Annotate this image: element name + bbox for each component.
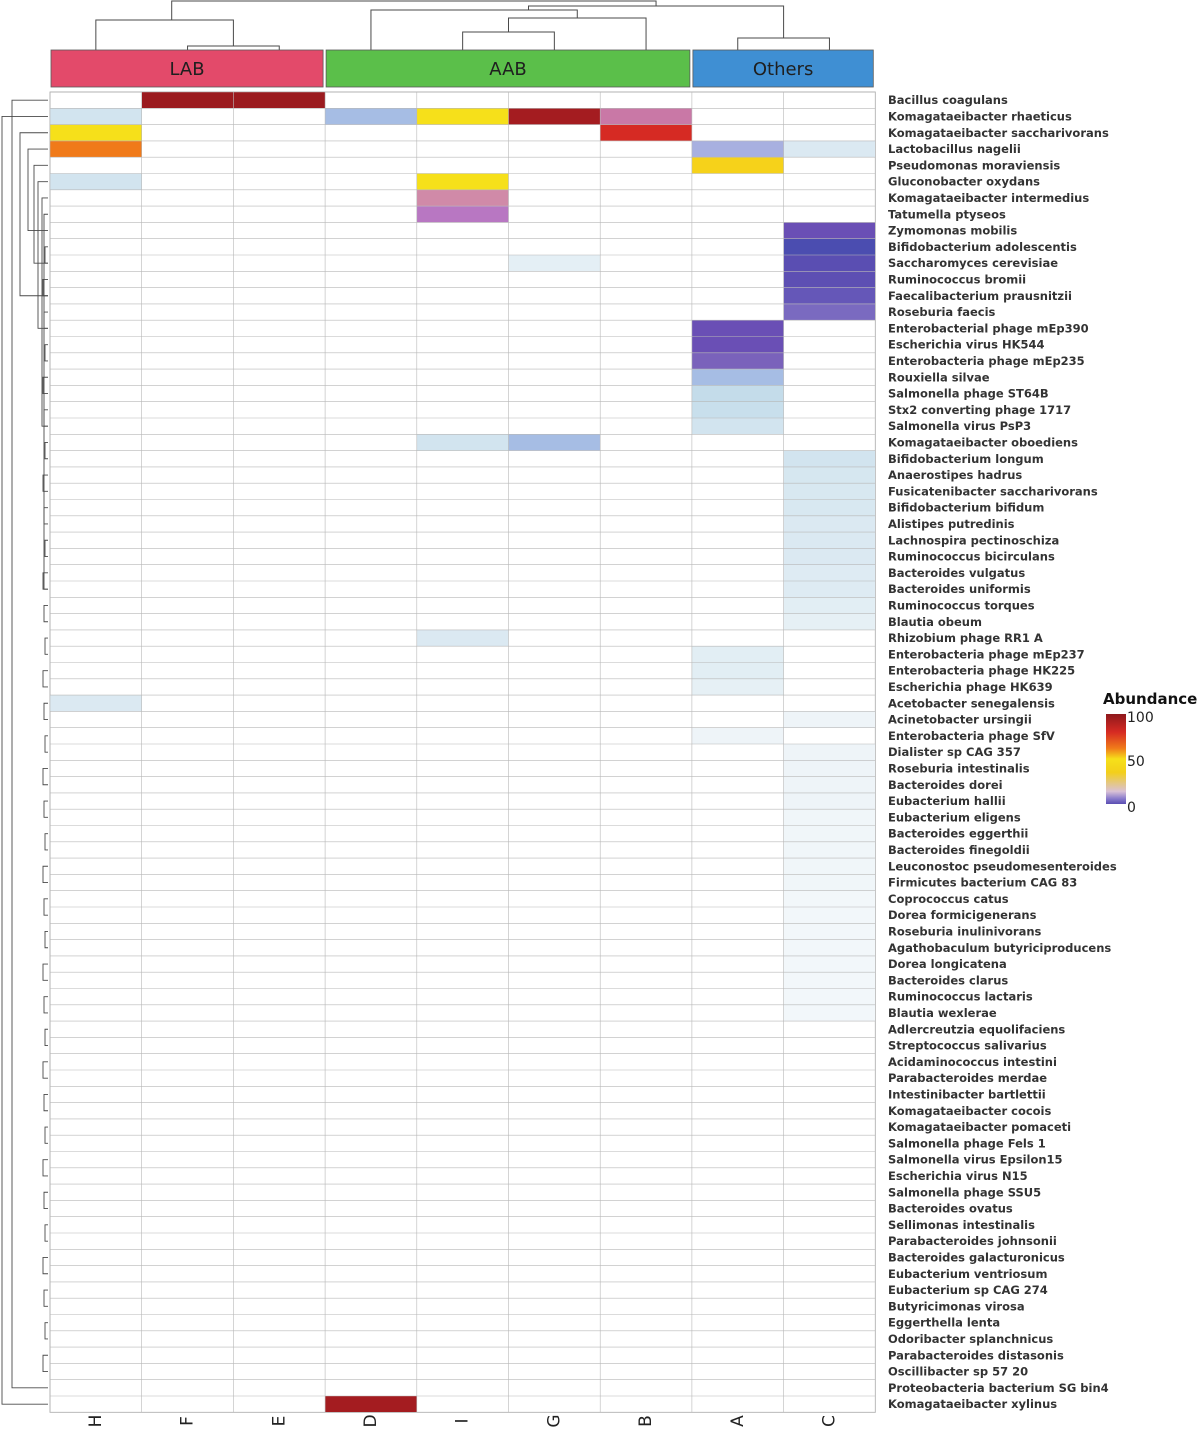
row-dendrogram-branch: [44, 214, 48, 589]
cell-komagataeibacter-rhaeticus-d: [325, 108, 417, 124]
cell-ruminococcus-lactaris-c: [784, 989, 876, 1005]
cell-blautia-wexlerae-c: [784, 1005, 876, 1021]
cell-ruminococcus-bicirculans-c: [784, 548, 876, 564]
row-label-butyricimonas-virosa: Butyricimonas virosa: [888, 1299, 1025, 1314]
cell-komagataeibacter-xylinus-d: [325, 1396, 417, 1412]
row-label-bacteroides-dorei: Bacteroides dorei: [888, 777, 1003, 792]
row-labels: [888, 93, 1117, 1411]
cell-enterobacteria-phage-sfv-a: [692, 728, 784, 744]
cell-bifidobacterium-bifidum-c: [784, 500, 876, 516]
cell-bacillus-coagulans-f: [142, 92, 234, 108]
row-label-escherichia-phage-hk639: Escherichia phage HK639: [888, 679, 1053, 694]
row-dendrogram-branch: [44, 801, 48, 817]
row-label-salmonella-virus-psp3: Salmonella virus PsP3: [888, 419, 1032, 434]
row-dendrogram-branch: [44, 312, 48, 328]
cell-zymomonas-mobilis-c: [784, 222, 876, 238]
row-label-zymomonas-mobilis: Zymomonas mobilis: [888, 223, 1018, 238]
row-dendrogram-branch: [44, 605, 48, 621]
row-label-parabacteroides-merdae: Parabacteroides merdae: [888, 1071, 1048, 1086]
row-dendrogram-branch: [44, 703, 48, 719]
cell-komagataeibacter-saccharivorans-b: [600, 125, 692, 141]
row-label-bacillus-coagulans: Bacillus coagulans: [888, 93, 1008, 108]
cell-bacteroides-dorei-c: [784, 777, 876, 793]
row-dendrogram-branch: [43, 964, 48, 980]
row-dendrogram-branch: [45, 638, 48, 654]
column-label-i: I: [452, 1418, 473, 1424]
cell-bifidobacterium-longum-c: [784, 451, 876, 467]
column-dendrogram-branch: [738, 38, 830, 50]
cell-bacteroides-clarus-c: [784, 972, 876, 988]
row-label-enterobacteria-phage-mep235: Enterobacteria phage mEp235: [888, 353, 1085, 368]
group-label-lab: LAB: [169, 59, 205, 80]
legend-colorbar: [1106, 714, 1126, 804]
column-dendrogram-branch: [529, 6, 784, 38]
column-dendrogram-branch: [509, 18, 647, 50]
cell-komagataeibacter-oboediens-g: [509, 434, 601, 450]
cell-rhizobium-phage-rr1-a-i: [417, 630, 509, 646]
cell-enterobacterial-phage-mep390-a: [692, 320, 784, 336]
column-labels: [86, 1414, 840, 1427]
row-label-eubacterium-ventriosum: Eubacterium ventriosum: [888, 1266, 1048, 1281]
legend-title: Abundance: [1103, 690, 1198, 708]
legend-tick-100: 100: [1127, 710, 1154, 726]
row-label-sellimonas-intestinalis: Sellimonas intestinalis: [888, 1217, 1035, 1232]
row-dendrogram-branch: [45, 345, 48, 361]
row-label-bacteroides-uniformis: Bacteroides uniformis: [888, 582, 1031, 597]
cell-komagataeibacter-rhaeticus-b: [600, 108, 692, 124]
row-label-komagataeibacter-rhaeticus: Komagataeibacter rhaeticus: [888, 109, 1072, 124]
row-label-agathobaculum-butyriciproducens: Agathobaculum butyriciproducens: [888, 940, 1112, 955]
cell-rouxiella-silvae-a: [692, 369, 784, 385]
row-label-enterobacterial-phage-mep390: Enterobacterial phage mEp390: [888, 321, 1089, 336]
row-label-coprococcus-catus: Coprococcus catus: [888, 891, 1009, 906]
cell-lachnospira-pectinoschiza-c: [784, 532, 876, 548]
row-label-roseburia-inulinivorans: Roseburia inulinivorans: [888, 924, 1042, 939]
row-label-salmonella-phage-fels-1: Salmonella phage Fels 1: [888, 1136, 1046, 1151]
row-dendrogram-branch: [44, 1094, 48, 1110]
row-label-enterobacteria-phage-sfv: Enterobacteria phage SfV: [888, 728, 1055, 743]
cell-bacteroides-finegoldii-c: [784, 842, 876, 858]
row-dendrogram-branch: [45, 1029, 48, 1045]
cell-saccharomyces-cerevisiae-c: [784, 255, 876, 271]
cell-komagataeibacter-intermedius-i: [417, 190, 509, 206]
column-label-f: F: [177, 1416, 198, 1426]
row-label-gluconobacter-oxydans: Gluconobacter oxydans: [888, 174, 1040, 189]
group-label-aab: AAB: [489, 59, 527, 80]
row-label-eubacterium-eligens: Eubacterium eligens: [888, 810, 1021, 825]
row-label-anaerostipes-hadrus: Anaerostipes hadrus: [888, 468, 1023, 483]
cell-fusicatenibacter-saccharivorans-c: [784, 483, 876, 499]
row-dendrogram-branch: [45, 834, 48, 850]
row-label-ruminococcus-torques: Ruminococcus torques: [888, 598, 1035, 613]
row-label-bacteroides-galacturonicus: Bacteroides galacturonicus: [888, 1250, 1065, 1265]
row-label-ruminococcus-lactaris: Ruminococcus lactaris: [888, 989, 1033, 1004]
cell-tatumella-ptyseos-i: [417, 206, 509, 222]
row-dendrogram-branch: [43, 866, 48, 882]
row-dendrogram-branch: [45, 247, 48, 263]
cell-bacteroides-uniformis-c: [784, 581, 876, 597]
legend-tick-50: 50: [1127, 754, 1145, 770]
cell-leuconostoc-pseudomesenteroides-c: [784, 858, 876, 874]
cell-dorea-formicigenerans-c: [784, 907, 876, 923]
row-label-parabacteroides-distasonis: Parabacteroides distasonis: [888, 1348, 1064, 1363]
cell-roseburia-faecis-c: [784, 304, 876, 320]
cell-acinetobacter-ursingii-c: [784, 711, 876, 727]
column-label-e: E: [269, 1415, 290, 1427]
row-label-tatumella-ptyseos: Tatumella ptyseos: [888, 207, 1006, 222]
row-dendrogram-branch: [45, 442, 48, 458]
cell-enterobacteria-phage-hk225-a: [692, 663, 784, 679]
column-label-b: B: [636, 1415, 657, 1427]
cell-dorea-longicatena-c: [784, 956, 876, 972]
cell-komagataeibacter-rhaeticus-i: [417, 108, 509, 124]
cell-roseburia-inulinivorans-c: [784, 923, 876, 939]
row-label-pseudomonas-moraviensis: Pseudomonas moraviensis: [888, 158, 1061, 173]
cell-lactobacillus-nagelii-h: [50, 141, 142, 157]
row-label-salmonella-phage-st64b: Salmonella phage ST64B: [888, 386, 1049, 401]
cell-salmonella-phage-st64b-a: [692, 385, 784, 401]
row-dendrogram-branch: [45, 540, 48, 556]
cell-escherichia-virus-hk544-a: [692, 337, 784, 353]
row-dendrogram-branch: [44, 508, 48, 524]
cell-komagataeibacter-saccharivorans-h: [50, 125, 142, 141]
row-label-roseburia-intestinalis: Roseburia intestinalis: [888, 761, 1030, 776]
row-label-lactobacillus-nagelii: Lactobacillus nagelii: [888, 142, 1021, 157]
cell-coprococcus-catus-c: [784, 891, 876, 907]
row-label-komagataeibacter-saccharivorans: Komagataeibacter saccharivorans: [888, 125, 1109, 140]
row-label-bacteroides-eggerthii: Bacteroides eggerthii: [888, 826, 1029, 841]
row-label-komagataeibacter-oboediens: Komagataeibacter oboediens: [888, 435, 1078, 450]
row-label-escherichia-virus-hk544: Escherichia virus HK544: [888, 337, 1045, 352]
row-label-komagataeibacter-pomaceti: Komagataeibacter pomaceti: [888, 1120, 1072, 1135]
row-dendrogram-branch: [44, 1192, 48, 1208]
row-label-acetobacter-senegalensis: Acetobacter senegalensis: [888, 696, 1055, 711]
row-label-bacteroides-ovatus: Bacteroides ovatus: [888, 1201, 1013, 1216]
row-dendrogram-branch: [45, 1225, 48, 1241]
row-label-bacteroides-finegoldii: Bacteroides finegoldii: [888, 842, 1030, 857]
row-label-streptococcus-salivarius: Streptococcus salivarius: [888, 1038, 1047, 1053]
row-dendrogram-branch: [45, 736, 48, 752]
row-label-komagataeibacter-cocois: Komagataeibacter cocois: [888, 1103, 1052, 1118]
row-label-lachnospira-pectinoschiza: Lachnospira pectinoschiza: [888, 533, 1060, 548]
row-dendrogram-branch: [44, 410, 48, 426]
cell-komagataeibacter-rhaeticus-h: [50, 108, 142, 124]
row-label-ruminococcus-bromii: Ruminococcus bromii: [888, 272, 1027, 287]
row-label-firmicutes-bacterium-cag-83: Firmicutes bacterium CAG 83: [888, 875, 1078, 890]
cell-roseburia-intestinalis-c: [784, 760, 876, 776]
cell-bifidobacterium-adolescentis-c: [784, 239, 876, 255]
row-label-salmonella-phage-ssu5: Salmonella phage SSU5: [888, 1185, 1042, 1200]
legend-tick-0: 0: [1127, 800, 1136, 816]
row-label-enterobacteria-phage-hk225: Enterobacteria phage HK225: [888, 663, 1076, 678]
column-label-g: G: [544, 1414, 565, 1428]
cell-gluconobacter-oxydans-h: [50, 174, 142, 190]
row-label-komagataeibacter-intermedius: Komagataeibacter intermedius: [888, 190, 1090, 205]
column-group-bars: [51, 50, 873, 87]
cell-blautia-obeum-c: [784, 614, 876, 630]
cell-stx2-converting-phage-1717-a: [692, 402, 784, 418]
row-dendrogram: [2, 100, 48, 1404]
column-label-c: C: [819, 1415, 840, 1427]
row-label-intestinibacter-bartlettii: Intestinibacter bartlettii: [888, 1087, 1046, 1102]
cell-lactobacillus-nagelii-a: [692, 141, 784, 157]
heatmap-grid: [50, 92, 875, 1412]
row-label-adlercreutzia-equolifaciens: Adlercreutzia equolifaciens: [888, 1022, 1066, 1037]
row-dendrogram-branch: [43, 671, 48, 687]
cell-salmonella-virus-psp3-a: [692, 418, 784, 434]
row-dendrogram-branch: [43, 1160, 48, 1176]
row-label-rhizobium-phage-rr1-a: Rhizobium phage RR1 A: [888, 631, 1043, 646]
cell-ruminococcus-bromii-c: [784, 271, 876, 287]
cell-lactobacillus-nagelii-c: [784, 141, 876, 157]
row-dendrogram-branch: [45, 1323, 48, 1339]
row-label-eggerthella-lenta: Eggerthella lenta: [888, 1315, 1001, 1330]
row-dendrogram-branch: [43, 1257, 48, 1273]
cell-eubacterium-hallii-c: [784, 793, 876, 809]
row-dendrogram-branch: [44, 997, 48, 1013]
row-label-oscillibacter-sp-57-20: Oscillibacter sp 57 20: [888, 1364, 1029, 1379]
row-label-leuconostoc-pseudomesenteroides: Leuconostoc pseudomesenteroides: [888, 859, 1117, 874]
row-label-enterobacteria-phage-mep237: Enterobacteria phage mEp237: [888, 647, 1085, 662]
row-label-faecalibacterium-prausnitzii: Faecalibacterium prausnitzii: [888, 288, 1072, 303]
row-label-dialister-sp-cag-357: Dialister sp CAG 357: [888, 745, 1021, 760]
row-label-parabacteroides-johnsonii: Parabacteroides johnsonii: [888, 1234, 1057, 1249]
cell-komagataeibacter-oboediens-i: [417, 434, 509, 450]
cell-bacillus-coagulans-e: [233, 92, 325, 108]
cell-ruminococcus-torques-c: [784, 597, 876, 613]
cell-escherichia-phage-hk639-a: [692, 679, 784, 695]
column-label-d: D: [360, 1414, 381, 1428]
row-dendrogram-branch: [45, 1127, 48, 1143]
row-dendrogram-branch: [45, 931, 48, 947]
cell-enterobacteria-phage-mep235-a: [692, 353, 784, 369]
column-dendrogram: [96, 1, 830, 50]
column-dendrogram-branch: [188, 46, 280, 50]
row-label-komagataeibacter-xylinus: Komagataeibacter xylinus: [888, 1397, 1058, 1412]
row-label-acidaminococcus-intestini: Acidaminococcus intestini: [888, 1054, 1057, 1069]
cell-eubacterium-eligens-c: [784, 809, 876, 825]
cell-acetobacter-senegalensis-h: [50, 695, 142, 711]
row-label-bifidobacterium-adolescentis: Bifidobacterium adolescentis: [888, 239, 1077, 254]
group-label-others: Others: [752, 59, 814, 80]
row-label-bacteroides-vulgatus: Bacteroides vulgatus: [888, 565, 1026, 580]
cell-bacteroides-eggerthii-c: [784, 826, 876, 842]
column-dendrogram-branch: [371, 10, 577, 50]
row-dendrogram-branch: [44, 899, 48, 915]
row-label-fusicatenibacter-saccharivorans: Fusicatenibacter saccharivorans: [888, 484, 1098, 499]
row-label-stx2-converting-phage-1717: Stx2 converting phage 1717: [888, 402, 1072, 417]
row-label-eubacterium-sp-cag-274: Eubacterium sp CAG 274: [888, 1283, 1048, 1298]
row-label-eubacterium-hallii: Eubacterium hallii: [888, 794, 1006, 809]
row-label-escherichia-virus-n15: Escherichia virus N15: [888, 1168, 1028, 1183]
row-label-bifidobacterium-longum: Bifidobacterium longum: [888, 451, 1044, 466]
cell-saccharomyces-cerevisiae-g: [509, 255, 601, 271]
cell-faecalibacterium-prausnitzii-c: [784, 288, 876, 304]
row-dendrogram-branch: [2, 116, 48, 1404]
grid-frame: [50, 92, 875, 1412]
column-label-h: H: [85, 1414, 106, 1428]
row-dendrogram-branch: [43, 1062, 48, 1078]
row-label-saccharomyces-cerevisiae: Saccharomyces cerevisiae: [888, 256, 1059, 271]
row-label-alistipes-putredinis: Alistipes putredinis: [888, 516, 1015, 531]
row-label-odoribacter-splanchnicus: Odoribacter splanchnicus: [888, 1331, 1054, 1346]
row-label-dorea-formicigenerans: Dorea formicigenerans: [888, 908, 1037, 923]
row-label-bacteroides-clarus: Bacteroides clarus: [888, 973, 1009, 988]
row-label-roseburia-faecis: Roseburia faecis: [888, 305, 996, 320]
cell-bacteroides-vulgatus-c: [784, 565, 876, 581]
cell-alistipes-putredinis-c: [784, 516, 876, 532]
row-dendrogram-branch: [44, 1290, 48, 1306]
cell-agathobaculum-butyriciproducens-c: [784, 940, 876, 956]
color-legend: [1103, 690, 1197, 816]
row-label-rouxiella-silvae: Rouxiella silvae: [888, 370, 990, 385]
row-label-blautia-obeum: Blautia obeum: [888, 614, 982, 629]
row-label-blautia-wexlerae: Blautia wexlerae: [888, 1005, 997, 1020]
cell-pseudomonas-moraviensis-a: [692, 157, 784, 173]
row-label-dorea-longicatena: Dorea longicatena: [888, 957, 1007, 972]
row-label-acinetobacter-ursingii: Acinetobacter ursingii: [888, 712, 1032, 727]
row-label-salmonella-virus-epsilon15: Salmonella virus Epsilon15: [888, 1152, 1063, 1167]
cell-dialister-sp-cag-357-c: [784, 744, 876, 760]
row-dendrogram-branch: [38, 182, 48, 329]
cell-firmicutes-bacterium-cag-83-c: [784, 874, 876, 890]
row-label-bifidobacterium-bifidum: Bifidobacterium bifidum: [888, 500, 1045, 515]
cell-enterobacteria-phage-mep237-a: [692, 646, 784, 662]
cell-komagataeibacter-rhaeticus-g: [509, 108, 601, 124]
row-dendrogram-branch: [43, 768, 48, 784]
cell-anaerostipes-hadrus-c: [784, 467, 876, 483]
row-label-ruminococcus-bicirculans: Ruminococcus bicirculans: [888, 549, 1055, 564]
row-label-proteobacteria-bacterium-sg-bin4: Proteobacteria bacterium SG bin4: [888, 1380, 1109, 1395]
column-label-a: A: [727, 1415, 748, 1427]
column-dendrogram-branch: [463, 32, 555, 50]
row-dendrogram-branch: [43, 1355, 48, 1371]
cell-gluconobacter-oxydans-i: [417, 174, 509, 190]
